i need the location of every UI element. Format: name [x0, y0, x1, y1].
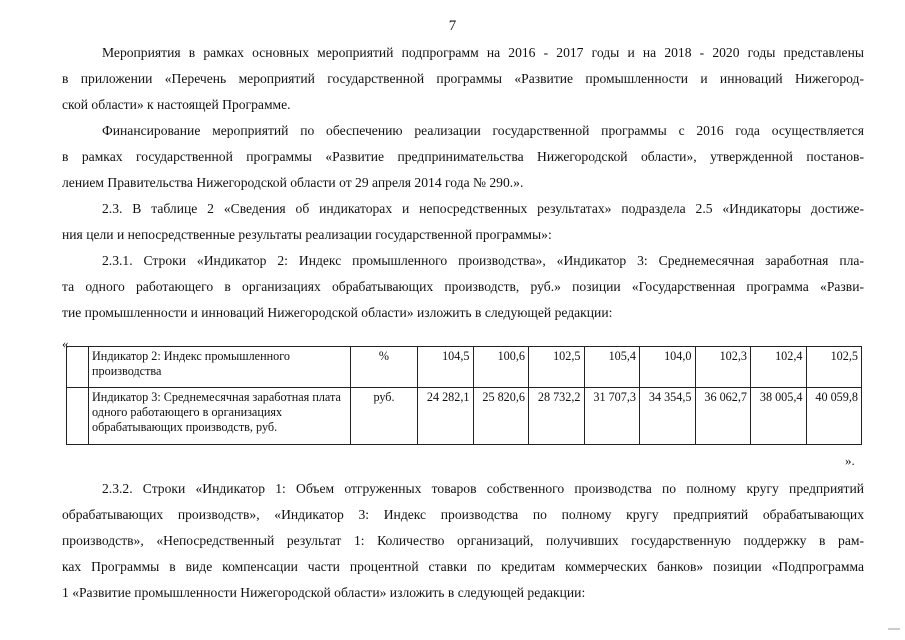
paragraph-2-3-2 [62, 476, 864, 606]
indicators-table [66, 346, 862, 445]
paragraph-line: в приложении «Перечень мероприятий государственной программы «Развитие промышленности и инноваций Нижегород- [62, 71, 864, 86]
paragraph-2-3-1 [62, 248, 864, 326]
paragraph-line: в рамках государственной программы «Развитие предпринимательства Нижегородской области», утвержденной постанов- [62, 149, 864, 164]
indicator-unit: руб. [351, 388, 418, 445]
value-cell: 25 820,6 [473, 388, 529, 445]
paragraph-line: та одного работающего в организациях обрабатывающих производств, руб.» позиции «Государственная программа «Разви- [62, 279, 864, 294]
value-cell: 100,6 [473, 347, 529, 388]
paragraph-line: лением Правительства Нижегородской области от 29 апреля 2014 года № 290.». [62, 175, 524, 190]
blank-cell [67, 388, 89, 445]
paragraph-financing [62, 118, 864, 196]
value-cell: 104,5 [418, 347, 474, 388]
indicator-name: Индикатор 2: Индекс промышленного производства [89, 347, 351, 388]
paragraph-measures [62, 40, 864, 118]
paragraph-line: ния цели и непосредственные результаты реализации государственной программы»: [62, 227, 552, 242]
value-cell: 24 282,1 [418, 388, 474, 445]
paragraph-line: обрабатывающих производств», «Индикатор 3: Индекс производства по полному кругу предприятий обрабатывающих [62, 507, 864, 522]
table-row [67, 347, 862, 388]
value-cell: 36 062,7 [695, 388, 751, 445]
value-cell: 102,5 [806, 347, 862, 388]
value-cell: 28 732,2 [529, 388, 585, 445]
paragraph-line: Мероприятия в рамках основных мероприятий подпрограмм на 2016 - 2017 годы и на 2018 - 2020 годы представлены [102, 45, 864, 60]
paragraph-line: Финансирование мероприятий по обеспечению реализации государственной программы с 2016 года осуществляется [102, 123, 864, 138]
paragraph-line: производств», «Непосредственный результат 1: Количество организаций, получивших государственную поддержку в рам- [62, 533, 864, 548]
opening-quote: « [62, 336, 69, 351]
value-cell: 34 354,5 [640, 388, 696, 445]
blank-cell [67, 347, 89, 388]
paragraph-line: ской области» к настоящей Программе. [62, 97, 291, 112]
table-row [67, 388, 862, 445]
paragraph-line: 1 «Развитие промышленности Нижегородской области» изложить в следующей редакции: [62, 585, 586, 600]
value-cell: 104,0 [640, 347, 696, 388]
paragraph-line: тие промышленности и инноваций Нижегородской области» изложить в следующей редакции: [62, 305, 613, 320]
paragraph-line: 2.3. В таблице 2 «Сведения об индикаторах и непосредственных результатах» подраздела 2.5 «Индикаторы достиже- [102, 201, 864, 216]
paragraph-line: ках Программы в виде компенсации части процентной ставки по кредитам коммерческих банков» позиции «Подпрограмма [62, 559, 864, 574]
value-cell: 40 059,8 [806, 388, 862, 445]
value-cell: 31 707,3 [584, 388, 640, 445]
closing-quote: ». [845, 453, 855, 468]
indicator-name: Индикатор 3: Среднемесячная заработная плата одного работающего в организациях обрабатывающих производств, руб. [89, 388, 351, 445]
paragraph-line: 2.3.2. Строки «Индикатор 1: Объем отгруженных товаров собственного производства по полному кругу предприятий [102, 481, 864, 496]
page-number: 7 [448, 18, 457, 34]
value-cell: 102,3 [695, 347, 751, 388]
indicator-unit: % [351, 347, 418, 388]
scan-edge-mark [888, 628, 900, 630]
value-cell: 38 005,4 [751, 388, 807, 445]
value-cell: 102,5 [529, 347, 585, 388]
value-cell: 102,4 [751, 347, 807, 388]
value-cell: 105,4 [584, 347, 640, 388]
paragraph-2-3 [62, 196, 864, 248]
paragraph-line: 2.3.1. Строки «Индикатор 2: Индекс промышленного производства», «Индикатор 3: Среднемесячная заработная пла- [102, 253, 864, 268]
